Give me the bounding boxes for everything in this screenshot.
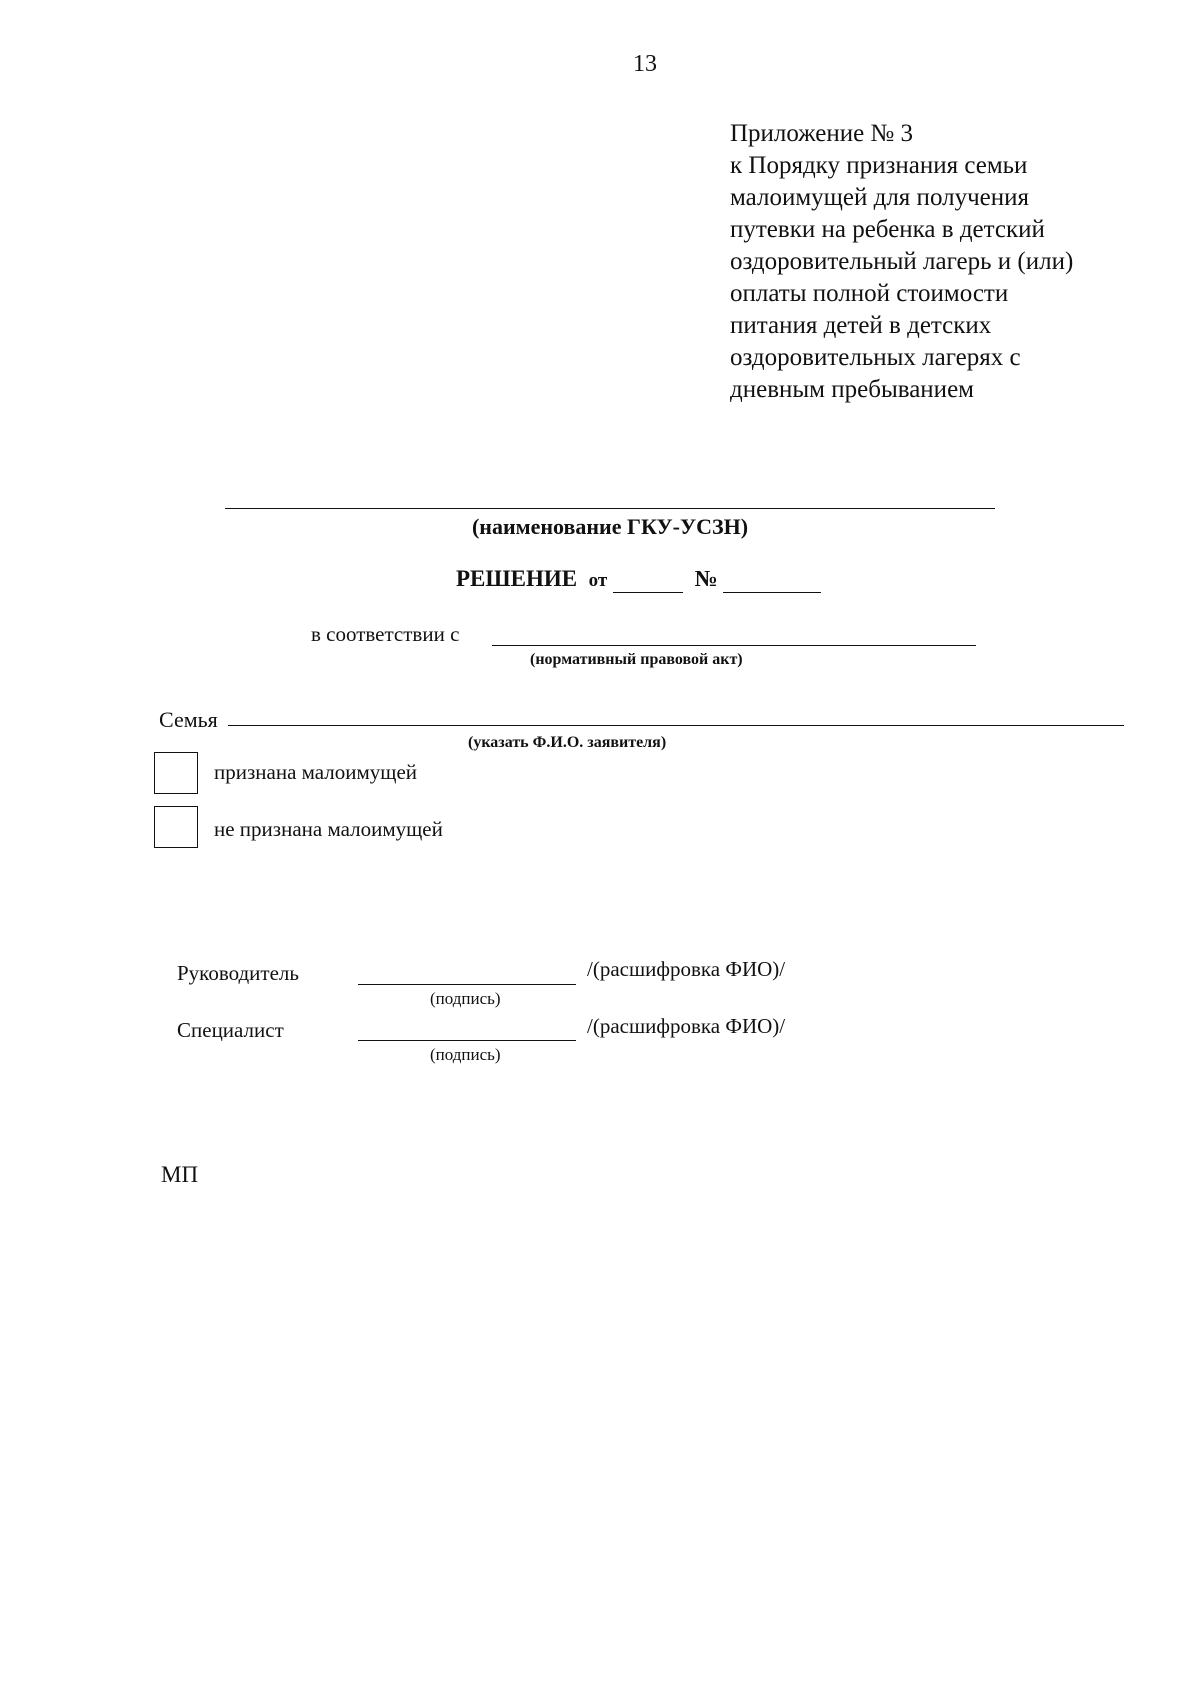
stamp-place-label: МП — [161, 1162, 199, 1187]
family-caption: (указать Ф.И.О. заявителя) — [468, 734, 667, 751]
annex-line: путевки на ребенка в детский — [730, 216, 1045, 243]
not-recognized-label: не признана малоимущей — [214, 817, 443, 841]
head-name-decoding: /(расшифровка ФИО)/ — [587, 957, 786, 981]
decision-heading — [456, 566, 821, 593]
date-field[interactable] — [613, 566, 683, 593]
page-number: 13 — [633, 51, 657, 77]
number-prefix: № — [694, 566, 718, 591]
org-name-line[interactable] — [225, 508, 995, 509]
family-label: Семья — [159, 707, 218, 732]
annex-line: оздоровительных лагерях с — [730, 344, 1021, 371]
annex-line: оздоровительный лагерь и (или) — [730, 248, 1074, 275]
annex-line: малоимущей для получения — [730, 184, 1030, 211]
number-field[interactable] — [723, 566, 821, 593]
recognized-checkbox[interactable] — [154, 752, 198, 794]
basis-label: в соответствии с — [311, 622, 460, 646]
head-signature-line[interactable] — [358, 984, 576, 985]
specialist-role: Специалист — [177, 1018, 284, 1042]
specialist-name-decoding: /(расшифровка ФИО)/ — [587, 1014, 786, 1038]
recognized-label: признана малоимущей — [214, 760, 418, 784]
head-role: Руководитель — [177, 961, 299, 985]
annex-line: питания детей в детских — [730, 312, 992, 339]
annex-block — [730, 118, 1073, 406]
annex-line: к Порядку признания семьи — [730, 152, 1028, 179]
annex-line: оплаты полной стоимости — [730, 280, 1009, 307]
specialist-signature-line[interactable] — [358, 1040, 576, 1041]
org-name-caption: (наименование ГКУ-УСЗН) — [471, 514, 749, 539]
not-recognized-checkbox[interactable] — [154, 806, 198, 848]
basis-line[interactable] — [492, 645, 976, 646]
specialist-signature-caption: (подпись) — [430, 1045, 501, 1064]
basis-caption: (нормативный правовой акт) — [530, 651, 743, 668]
annex-title: Приложение № 3 — [730, 120, 914, 147]
head-signature-caption: (подпись) — [430, 989, 501, 1008]
family-line[interactable] — [228, 725, 1124, 726]
annex-line: дневным пребыванием — [730, 376, 974, 403]
decision-label: РЕШЕНИЕ — [456, 566, 578, 591]
date-prefix: от — [588, 570, 608, 591]
